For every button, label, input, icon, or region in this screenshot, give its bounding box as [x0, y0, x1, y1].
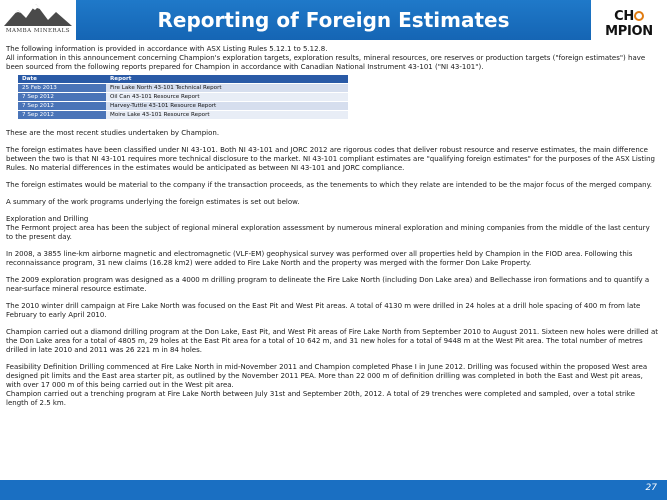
fermont-paragraph: The Fermont project area has been the subject of regional mineral exploration assessment by numerous mineral exploration and mining companies from the middle of the last century to the present day.: [6, 224, 650, 241]
champion-logo-text: CHMPION: [605, 9, 653, 39]
table-cell-report: Oil Can 43-101 Resource Report: [106, 93, 348, 102]
campaign-2010-paragraph: The 2010 winter drill campaign at Fire Lake North was focused on the East Pit and West Pit areas. A total of 4130 m were drilled in 24 holes at a drill hole spacing of 400 m from late February to early April 2010.: [6, 302, 641, 319]
slide-footer: [0, 480, 667, 500]
document-body: [6, 45, 658, 408]
program-2009-paragraph: The 2009 exploration program was designed as a 4000 m drilling program to delineate the Fire Lake North (including Don Lake area) and Bellechasse iron formations and to quantify a near-surface mineral resource estimate.: [6, 276, 650, 293]
table-cell-report: Fire Lake North 43-101 Technical Report: [106, 84, 348, 93]
table-row: [18, 102, 348, 111]
feasibility-paragraph: Feasibility Definition Drilling commenced at Fire Lake North in mid-November 2011 and Champion completed Phase I in June 2012. Drilling was focused within the proposed West area designed pit limits and the East area starter pit, as outlined by the November 2011 PEA. More than 22 000 m of definition drilling was completed in both the East and West pit areas, with over 17 000 m of this being carried out in the West pit area.: [6, 363, 648, 389]
champion-logo: [591, 0, 667, 40]
summary-paragraph: A summary of the work programs underlying the foreign estimates is set out below.: [6, 198, 300, 206]
ring-icon: [634, 11, 644, 21]
classification-paragraph: The foreign estimates have been classified under NI 43-101. Both NI 43-101 and JORC 2012 are rigorous codes that deliver robust resource and reserve estimates, the main difference between the two is that NI 43-101 requires more technical disclosure to the market. NI 43-101 compliant estimates are "qualifying foreign estimates" for the purposes of the ASX Listing Rules. No material differences in the estimates would be anticipated as between NI 43-101 and JORC compliance.: [6, 146, 655, 172]
intro-paragraph-1: The following information is provided in accordance with ASX Listing Rules 5.12.1 to 5.12.8.: [6, 45, 328, 53]
table-row: [18, 111, 348, 120]
intro-paragraph-2: All information in this announcement concerning Champion's exploration targets, exploration results, mineral resources, ore reserves or production targets ("foreign estimates") have been sourced from the following reports prepared for Champion in accordance with Canadian National Instrument 43-101 ("NI 43-101").: [6, 54, 646, 71]
diamond-drilling-paragraph: Champion carried out a diamond drilling program at the Don Lake, East Pit, and West Pit areas of Fire Lake North from September 2010 to August 2011. Sixteen new holes were drilled at the Don Lake area for a total of 4805 m, 29 holes at the East Pit area for a total of 10 642 m, and 31 new holes for a total of 9448 m at the West Pit area. The total number of metres drilled in late 2010 and 2011 was 26 221 m in 84 holes.: [6, 328, 659, 354]
table-cell-date: 7 Sep 2012: [18, 102, 106, 111]
table-header-row: [18, 75, 348, 84]
survey-2008-paragraph: In 2008, a 3855 line-km airborne magnetic and electromagnetic (VLF-EM) geophysical survey was performed over all properties held by Champion in the FIOD area. Following this reconnaissance program, 31 new claims (16.28 km2) were added to Fire Lake North and the property was merged with the former Don Lake Property.: [6, 250, 633, 267]
page-number: 27: [645, 483, 657, 493]
table-cell-date: 7 Sep 2012: [18, 111, 106, 120]
table-cell-report: Harvey-Tuttle 43-101 Resource Report: [106, 102, 348, 111]
reports-table: [18, 75, 348, 119]
mamba-minerals-logo: [0, 0, 76, 40]
table-cell-report: Moire Lake 43-101 Resource Report: [106, 111, 348, 120]
mountain-logo-icon: [4, 2, 72, 28]
materiality-paragraph: The foreign estimates would be material to the company if the transaction proceeds, as the tenements to which they relate are intended to be the major focus of the merged company.: [6, 181, 652, 189]
exploration-heading: Exploration and Drilling: [6, 215, 89, 223]
table-row: [18, 93, 348, 102]
recent-studies-paragraph: These are the most recent studies undertaken by Champion.: [6, 129, 220, 137]
table-header-report: Report: [106, 75, 348, 84]
slide-header: [0, 0, 667, 40]
table-cell-date: 25 Feb 2013: [18, 84, 106, 93]
page-title: Reporting of Foreign Estimates: [76, 0, 591, 40]
table-header-date: Date: [18, 75, 106, 84]
mamba-logo-text: MAMBA MINERALS: [5, 28, 71, 34]
table-cell-date: 7 Sep 2012: [18, 93, 106, 102]
table-row: [18, 84, 348, 93]
trenching-paragraph: Champion carried out a trenching program at Fire Lake North between July 31st and September 20th, 2012. A total of 29 trenches were completed and sampled, over a total strike length of 2.5 km.: [6, 390, 635, 407]
